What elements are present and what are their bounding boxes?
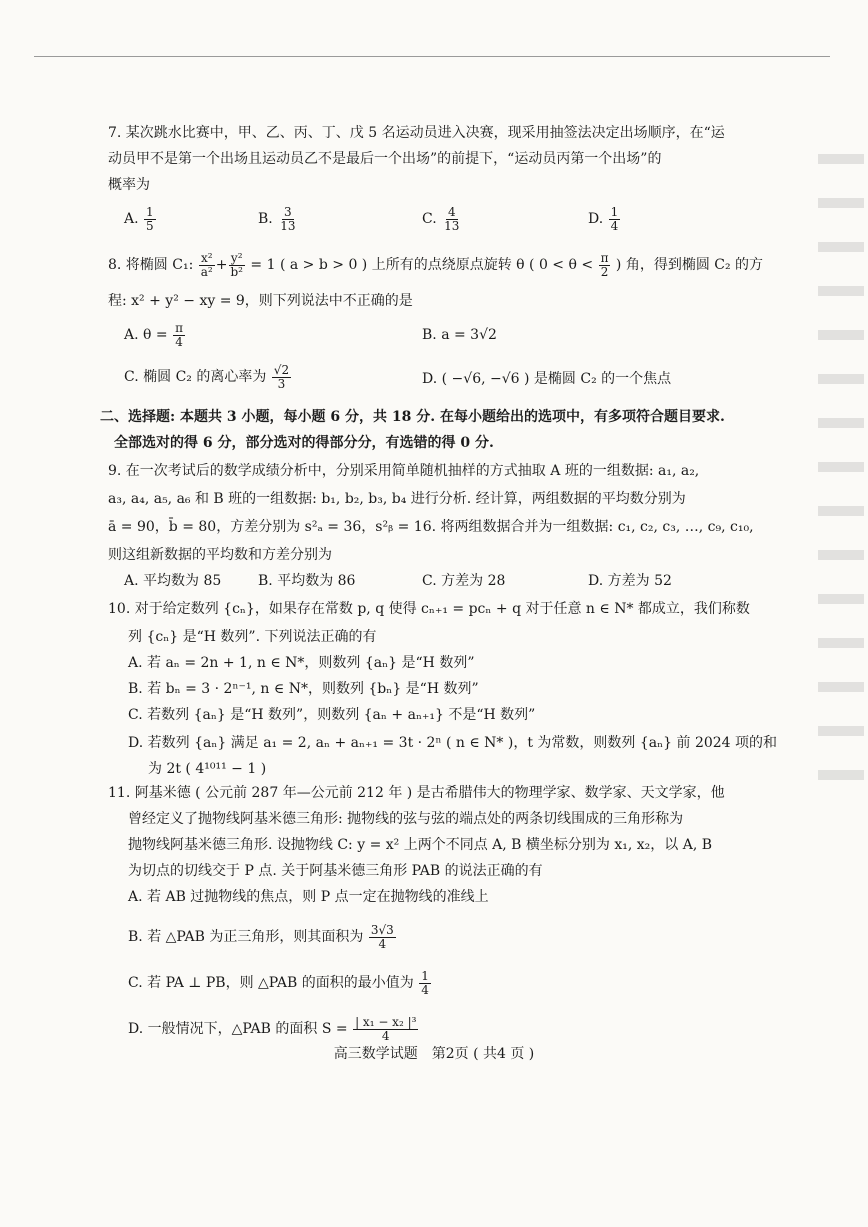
section-2-line2: 全部选对的得 6 分，部分选对的得部分分，有选错的得 0 分. [114, 435, 494, 451]
q10-option-d-line1: D. 若数列 {aₙ} 满足 a₁ = 2, aₙ + aₙ₊₁ = 3t · 2ⁿ ( n ∈ N* )，t 为常数，则数列 {aₙ} 前 2024 项的和 [128, 735, 778, 751]
top-rule [34, 56, 830, 57]
q9-line3: ā = 90，b̄ = 80，方差分别为 s²ₐ = 36，s²ᵦ = 16. 将两组数据合并为一组数据: c₁, c₂, c₃, …, c₉, c₁₀, [108, 519, 754, 535]
q9-option-a: A. 平均数为 85 [124, 573, 222, 589]
q9-option-d: D. 方差为 52 [588, 573, 672, 589]
q7-option-d: D. $\frac{1}{4}$ [588, 205, 619, 233]
q10-option-a: A. 若 aₙ = 2n + 1, n ∈ N*，则数列 {aₙ} 是“H 数列” [128, 655, 475, 671]
page-footer: 高三数学试题 第2页 ( 共4 页 ) [333, 1046, 535, 1062]
q9-line2: a₃, a₄, a₅, a₆ 和 B 班的一组数据: b₁, b₂, b₃, b₄ 进行分析. 经计算，两组数据的平均数分别为 [108, 491, 686, 507]
q11-line3: 抛物线阿基米德三角形. 设抛物线 C: y = x² 上两个不同点 A, B 横坐标分别为 x₁, x₂，以 A, B [128, 837, 713, 853]
q7-option-a: A. $\frac{1}{5}$ [124, 205, 154, 233]
q7-option-b: B. $\frac{3}{13}$ [258, 205, 296, 233]
q11-line1: 11. 阿基米德 ( 公元前 287 年—公元前 212 年 ) 是古希腊伟大的物理学家、数学家、天文学家，他 [108, 785, 725, 801]
q10-option-d-line2: 为 2t ( 4¹⁰¹¹ − 1 ) [148, 761, 267, 777]
q7-line2: 动员甲不是第一个出场且运动员乙不是最后一个出场”的前提下，“运动员丙第一个出场”的 [108, 151, 662, 167]
q8-option-a: A. θ = $\frac{\pi}{4}$ [124, 321, 183, 349]
q9-option-b: B. 平均数为 86 [258, 573, 356, 589]
q7-line3: 概率为 [108, 177, 150, 193]
q10-line2: 列 {cₙ} 是“H 数列”. 下列说法正确的有 [128, 629, 377, 645]
q8-line2: 程: x² + y² − xy = 9，则下列说法中不正确的是 [108, 293, 413, 309]
bleed-through-shadow [818, 120, 864, 1000]
q11-line2: 曾经定义了抛物线阿基米德三角形: 抛物线的弦与弦的端点处的两条切线围成的三角形称为 [128, 811, 684, 827]
q11-option-b: B. 若 △PAB 为正三角形，则其面积为 $\frac{3√3}{4}$ [128, 923, 394, 951]
q10-option-c: C. 若数列 {aₙ} 是“H 数列”，则数列 {aₙ + aₙ₊₁} 不是“H 数列” [128, 707, 536, 723]
q10-line1: 10. 对于给定数列 {cₙ}，如果存在常数 p, q 使得 cₙ₊₁ = pcₙ + q 对于任意 n ∈ N* 都成立，我们称数 [108, 601, 750, 617]
q11-option-d: D. 一般情况下，△PAB 的面积 S = $\frac{\text{| x₁ − x₂ |³}}{4}$ [128, 1015, 417, 1043]
q11-option-c: C. 若 PA ⊥ PB，则 △PAB 的面积的最小值为 $\frac{1}{4}$ [128, 969, 429, 997]
q8-option-c: C. 椭圆 C₂ 的离心率为 $\frac{√2}{3}$ [124, 363, 290, 391]
q11-option-a: A. 若 AB 过抛物线的焦点，则 P 点一定在抛物线的准线上 [128, 889, 489, 905]
section-2-line1: 二、选择题: 本题共 3 小题，每小题 6 分，共 18 分. 在每小题给出的选项中，有多项符合题目要求. [100, 409, 725, 425]
q8-line1: 8. 将椭圆 C₁: $\frac{\text{x²}}{\text{a²}}$ + $\frac{\text{y²}}{\text{b²}}$ = 1 ( a > b > 0 ) 上所有的点绕原点旋转 θ ( 0 < θ < $\frac{\pi}{2}$ ) 角，得到椭圆 C₂ 的方 [108, 251, 764, 279]
q7-option-c: C. $\frac{4}{13}$ [422, 205, 460, 233]
q10-option-b: B. 若 bₙ = 3 · 2ⁿ⁻¹, n ∈ N*，则数列 {bₙ} 是“H 数列” [128, 681, 479, 697]
q8-option-d: D. ( −√6, −√6 ) 是椭圆 C₂ 的一个焦点 [422, 371, 672, 387]
q11-line4: 为切点的切线交于 P 点. 关于阿基米德三角形 PAB 的说法正确的有 [128, 863, 543, 879]
q9-line1: 9. 在一次考试后的数学成绩分析中，分别采用简单随机抽样的方式抽取 A 班的一组数据: a₁, a₂, [108, 463, 700, 479]
q8-option-b: B. a = 3√2 [422, 327, 497, 343]
q9-line4: 则这组新数据的平均数和方差分别为 [108, 547, 332, 563]
q7-line1: 7. 某次跳水比赛中，甲、乙、丙、丁、戊 5 名运动员进入决赛，现采用抽签法决定出场顺序，在“运 [108, 125, 725, 141]
q9-option-c: C. 方差为 28 [422, 573, 506, 589]
